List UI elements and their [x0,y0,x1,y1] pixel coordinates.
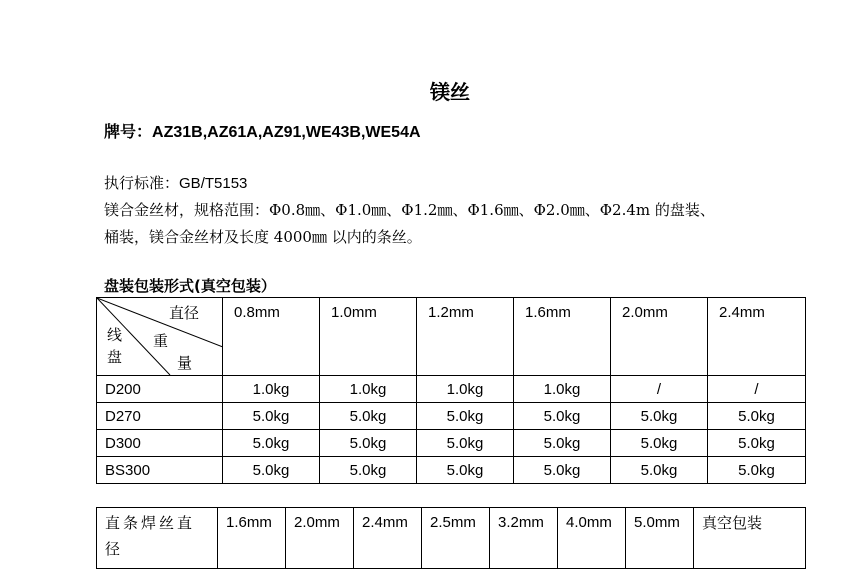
weight-cell: 5.0kg [223,457,320,484]
weight-cell: 5.0kg [611,430,708,457]
weight-cell: 5.0kg [611,403,708,430]
rod-wire-table [96,507,806,569]
scope-line-1: 镁合金丝材，规格范围：Φ0.8㎜、Φ1.0㎜、Φ1.2㎜、Φ1.6㎜、Φ2.0㎜、Φ2.4m 的盘装、 [104,201,715,219]
diameter-header: 2.4mm [708,298,806,376]
weight-cell: 5.0kg [223,430,320,457]
coil-packaging-heading: 盘装包装形式(真空包装） [104,277,276,295]
weight-cell: 1.0kg [417,376,514,403]
table-header-row [97,298,806,376]
table-row [97,376,806,403]
rod-diameter-cell: 2.0mm [286,508,354,569]
table-row [97,457,806,484]
rod-diameter-cell: 4.0mm [558,508,626,569]
weight-cell: 5.0kg [708,430,806,457]
weight-cell: 5.0kg [320,403,417,430]
rod-diameter-cell: 2.5mm [422,508,490,569]
weight-cell: 5.0kg [611,457,708,484]
weight-cell: 5.0kg [417,403,514,430]
weight-cell: / [708,376,806,403]
rod-diameter-cell: 1.6mm [218,508,286,569]
diameter-header: 1.2mm [417,298,514,376]
weight-cell: 5.0kg [417,430,514,457]
diameter-header: 1.0mm [320,298,417,376]
corner-coil-label-2: 盘 [107,348,123,366]
weight-cell: 5.0kg [514,457,611,484]
coil-label: D300 [97,430,223,457]
weight-cell: 5.0kg [514,430,611,457]
coil-packaging-table [96,297,806,484]
scope-line-2: 桶装，镁合金丝材及长度 4000㎜ 以内的条丝。 [104,228,422,246]
diagonal-header-cell [97,298,223,376]
coil-label: D200 [97,376,223,403]
weight-cell: / [611,376,708,403]
rod-diameter-cell: 5.0mm [626,508,694,569]
rod-header-cell: 直条焊丝直径 [97,508,218,569]
table-row [97,403,806,430]
weight-cell: 1.0kg [514,376,611,403]
diameter-header: 0.8mm [223,298,320,376]
table-row [97,430,806,457]
weight-cell: 5.0kg [417,457,514,484]
weight-cell: 5.0kg [320,430,417,457]
packaging-cell: 真空包装 [694,508,806,569]
weight-cell: 5.0kg [514,403,611,430]
rod-diameter-cell: 3.2mm [490,508,558,569]
grade-label: 牌号： [104,122,153,141]
table-row [97,508,806,569]
coil-label: D270 [97,403,223,430]
document-title: 镁丝 [430,80,470,104]
diameter-header: 2.0mm [611,298,708,376]
weight-cell: 5.0kg [223,403,320,430]
weight-cell: 5.0kg [320,457,417,484]
grade-value: AZ31B,AZ61A,AZ91,WE43B,WE54A [152,124,421,141]
corner-weight-label-1: 重 [153,332,169,350]
corner-weight-label-2: 量 [177,354,193,372]
corner-coil-label-1: 线 [107,326,123,344]
weight-cell: 1.0kg [320,376,417,403]
grade-line [104,119,421,142]
standard-line [104,172,247,193]
standard-value: GB/T5153 [179,175,248,192]
corner-diameter-label: 直径 [169,304,200,322]
rod-diameter-cell: 2.4mm [354,508,422,569]
weight-cell: 5.0kg [708,403,806,430]
standard-label: 执行标准： [104,174,180,192]
diameter-header: 1.6mm [514,298,611,376]
weight-cell: 1.0kg [223,376,320,403]
weight-cell: 5.0kg [708,457,806,484]
coil-label: BS300 [97,457,223,484]
